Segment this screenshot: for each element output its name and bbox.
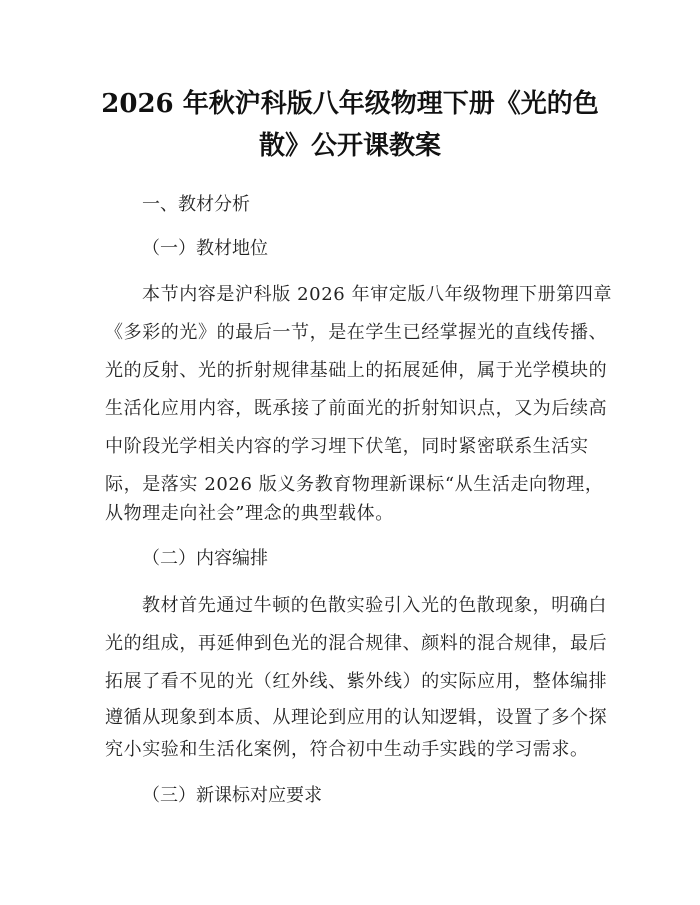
paragraph-1-line-2: 《多彩的光》的最后一节，是在学生已经掌握光的直线传播、	[105, 322, 608, 343]
paragraph-1-line-3: 光的反射、光的折射规律基础上的拓展延伸，属于光学模块的	[105, 360, 608, 381]
subsection-heading-curriculum-requirements: （三）新课标对应要求	[142, 785, 322, 806]
paragraph-2-line-3: 拓展了看不见的光（红外线、紫外线）的实际应用，整体编排	[105, 671, 608, 692]
section-heading-textbook-analysis: 一、教材分析	[142, 194, 250, 215]
paragraph-1-line-4: 生活化应用内容，既承接了前面光的折射知识点，又为后续高	[105, 398, 608, 419]
paragraph-2-line-1: 教材首先通过牛顿的色散实验引入光的色散现象，明确白	[142, 595, 607, 616]
subsection-heading-textbook-status: （一）教材地位	[142, 238, 268, 259]
paragraph-1-line-5: 中阶段光学相关内容的学习埋下伏笔，同时紧密联系生活实	[105, 436, 589, 457]
paragraph-1-line-7: 从物理走向社会”理念的典型载体。	[105, 503, 394, 524]
subsection-heading-content-arrangement: （二）内容编排	[142, 548, 268, 569]
document-title-line-2: 散》公开课教案	[258, 131, 441, 161]
paragraph-1-line-6: 际，是落实 2026 版义务教育物理新课标“从生活走向物理，	[105, 474, 604, 495]
paragraph-2-line-5: 究小实验和生活化案例，符合初中生动手实践的学习需求。	[105, 739, 589, 760]
paragraph-2-line-2: 光的组成，再延伸到色光的混合规律、颜料的混合规律，最后	[105, 633, 608, 654]
paragraph-2-line-4: 遵循从现象到本质、从理论到应用的认知逻辑，设置了多个探	[105, 707, 608, 728]
document-title-line-1: 2026 年秋沪科版八年级物理下册《光的色	[101, 89, 599, 119]
paragraph-1-line-1: 本节内容是沪科版 2026 年审定版八年级物理下册第四章	[142, 284, 613, 305]
